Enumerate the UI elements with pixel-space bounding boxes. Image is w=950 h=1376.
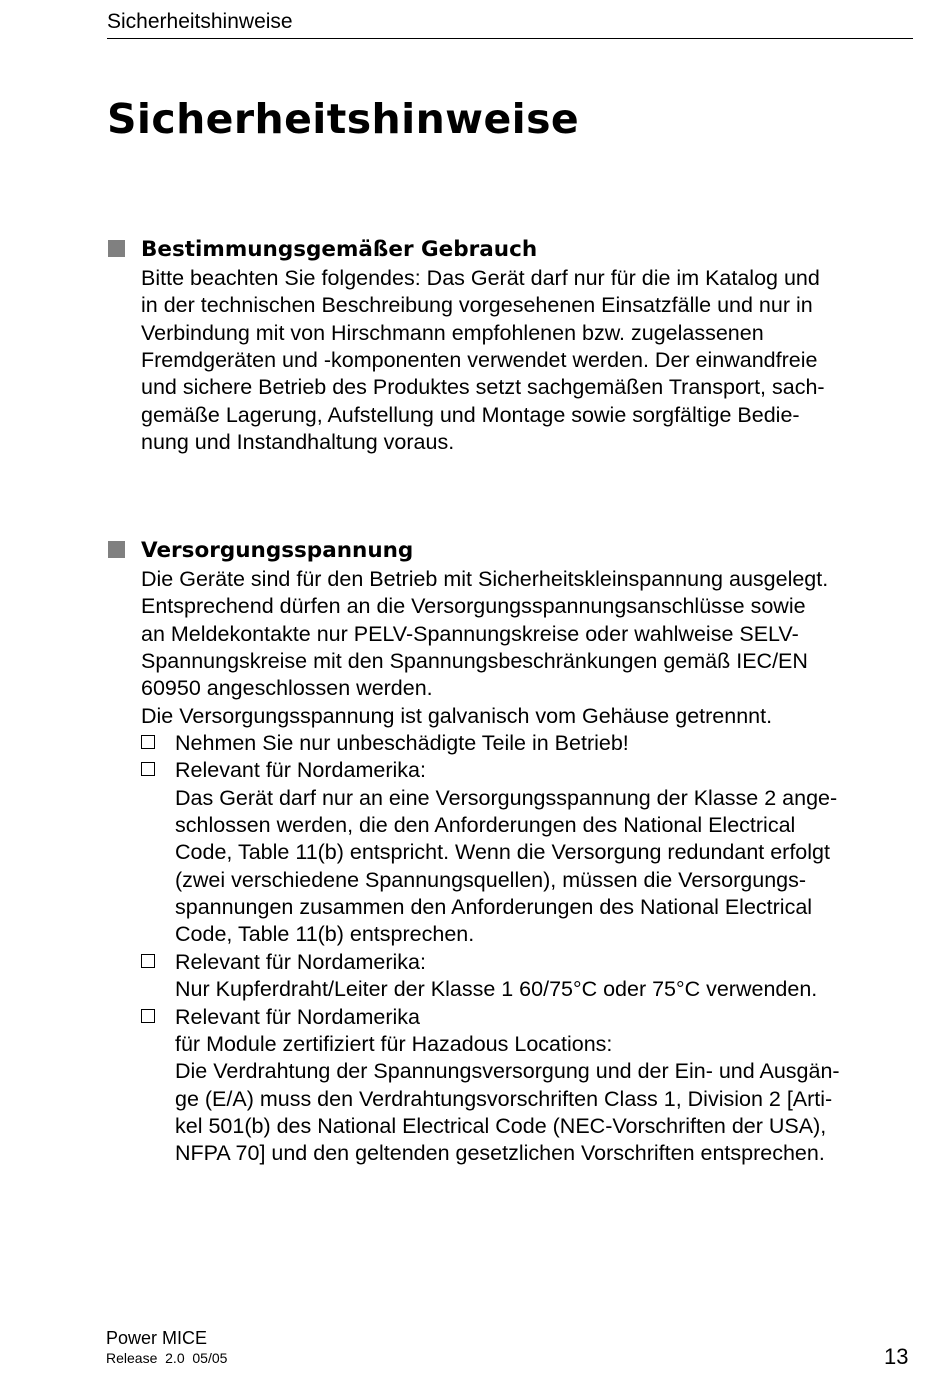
checklist-item: [141, 949, 918, 1004]
page-number: 13: [884, 1344, 909, 1369]
item-line: Code, Table 11(b) entspricht. Wenn die Versorgung redundant erfolgt: [175, 840, 830, 865]
section-supply-voltage: [108, 538, 918, 1168]
checkbox-icon: [141, 735, 155, 749]
item-line: kel 501(b) des National Electrical Code (NEC-Vorschriften der USA),: [175, 1113, 827, 1138]
paragraph-line: 60950 angeschlossen werden.: [141, 676, 433, 701]
checklist-item: [141, 1004, 918, 1168]
section-intended-use: [108, 237, 918, 456]
item-line: Nur Kupferdraht/Leiter der Klasse 1 60/75°C oder 75°C verwenden.: [175, 977, 818, 1002]
paragraph-line: an Meldekontakte nur PELV-Spannungskreise oder wahlweise SELV-: [141, 621, 799, 646]
item-line: für Module zertifiziert für Hazadous Locations:: [175, 1031, 613, 1056]
paragraph-line: Fremdgeräten und -komponenten verwendet werden. Der einwandfreie: [141, 348, 818, 373]
item-line: Relevant für Nordamerika:: [175, 758, 426, 783]
checkbox-icon: [141, 762, 155, 776]
paragraph-line: Die Geräte sind für den Betrieb mit Sicherheitskleinspannung ausgelegt.: [141, 567, 829, 591]
item-line: NFPA 70] und den geltenden gesetzlichen Vorschriften entsprechen.: [175, 1141, 825, 1166]
item-line: Relevant für Nordamerika:: [175, 949, 426, 974]
item-line: Code, Table 11(b) entsprechen.: [175, 922, 475, 947]
checklist-item: [141, 757, 918, 948]
item-line: Relevant für Nordamerika: [175, 1004, 420, 1029]
section-heading: [108, 237, 918, 265]
page-title: Sicherheitshinweise: [107, 95, 580, 143]
paragraph-line: Verbindung mit von Hirschmann empfohlenen bzw. zugelassenen: [141, 320, 764, 345]
item-line: Das Gerät darf nur an eine Versorgungsspannung der Klasse 2 ange-: [175, 785, 838, 810]
checklist-item: [141, 730, 918, 757]
paragraph-line: nung und Instandhaltung voraus.: [141, 430, 455, 455]
checkbox-icon: [141, 954, 155, 968]
paragraph-line: Bitte beachten Sie folgendes: Das Gerät darf nur für die im Katalog und: [141, 266, 820, 290]
item-line: Nehmen Sie nur unbeschädigte Teile in Betrieb!: [175, 731, 629, 756]
item-line: spannungen zusammen den Anforderungen des National Electrical: [175, 895, 813, 920]
item-line: ge (E/A) muss den Verdrahtungsvorschriften Class 1, Division 2 [Arti-: [175, 1086, 833, 1111]
square-bullet-icon: [108, 240, 125, 257]
section-title: Versorgungsspannung: [141, 538, 414, 563]
checkbox-icon: [141, 1009, 155, 1023]
section-title: Bestimmungsgemäßer Gebrauch: [141, 237, 538, 262]
footer-release-info: Release 2.0 05/05: [106, 1350, 228, 1366]
item-line: Die Verdrahtung der Spannungsversorgung und der Ein- und Ausgän-: [175, 1059, 840, 1084]
paragraph-line: und sichere Betrieb des Produktes setzt sachgemäßen Transport, sach-: [141, 375, 825, 400]
footer-product-name: Power MICE: [106, 1328, 208, 1348]
paragraph-line: Entsprechend dürfen an die Versorgungsspannungsanschlüsse sowie: [141, 594, 806, 619]
paragraph-line: in der technischen Beschreibung vorgesehenen Einsatzfälle und nur in: [141, 293, 813, 318]
section-heading: [108, 538, 918, 566]
paragraph-line: Die Versorgungsspannung ist galvanisch vom Gehäuse getrennnt.: [141, 703, 773, 728]
running-header: Sicherheitshinweise: [107, 9, 913, 39]
item-line: schlossen werden, die den Anforderungen des National Electrical: [175, 813, 796, 838]
paragraph-line: gemäße Lagerung, Aufstellung und Montage sowie sorgfältige Bedie-: [141, 402, 800, 427]
square-bullet-icon: [108, 541, 125, 558]
paragraph-line: Spannungskreise mit den Spannungsbeschränkungen gemäß IEC/EN: [141, 649, 808, 674]
item-line: (zwei verschiedene Spannungsquellen), müssen die Versorgungs-: [175, 867, 807, 892]
